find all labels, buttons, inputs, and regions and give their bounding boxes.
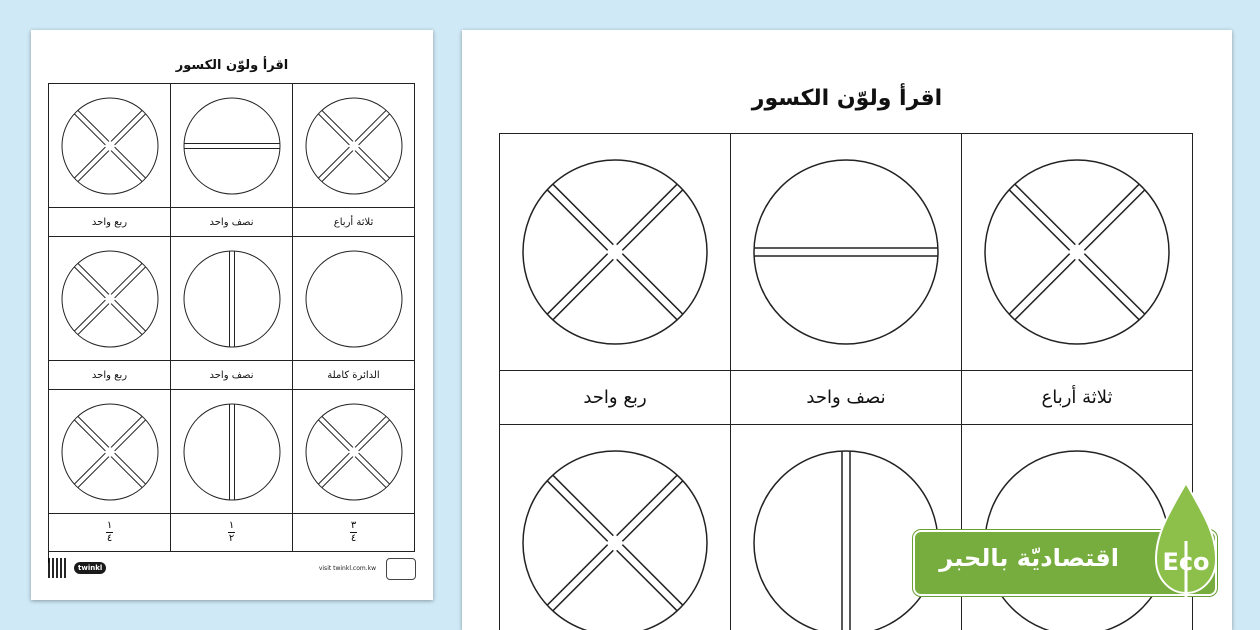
circle-quarters (293, 390, 415, 514)
fraction-grid (48, 83, 415, 563)
circle-quarters (49, 237, 171, 361)
site-url: visit twinkl.com.kw (318, 565, 376, 572)
denominator: ٤ (350, 533, 357, 544)
circle-halves-horizontal (731, 134, 962, 371)
label-whole-circle: الدائرة كاملة (293, 361, 415, 390)
circle-quarters (293, 84, 415, 208)
twinkl-logo: twinkl (74, 562, 106, 574)
numerator: ١ (228, 520, 235, 531)
circle-quarters (500, 134, 731, 371)
label-one-quarter: ربع واحد (49, 361, 171, 390)
label-one-quarter: ربع واحد (500, 371, 731, 425)
numerator: ١ (106, 520, 113, 531)
circle-quarters (962, 134, 1193, 371)
circle-halves-vertical (731, 425, 962, 630)
circle-halves-vertical (171, 237, 293, 361)
label-three-quarters: ثلاثة أرباع (293, 208, 415, 237)
circle-halves-horizontal (171, 84, 293, 208)
numerator: ٣ (350, 520, 357, 531)
fraction-three-quarters (293, 514, 415, 552)
fraction-one-half (171, 514, 293, 552)
circle-quarters (49, 84, 171, 208)
eco-leaf-icon (1150, 481, 1222, 611)
circle-quarters (500, 425, 731, 630)
circle-whole (293, 237, 415, 361)
thumbnail-worksheet (31, 30, 433, 600)
circle-quarters (49, 390, 171, 514)
worksheet-title: اقرأ ولوّن الكسور (175, 58, 289, 73)
label-three-quarters: ثلاثة أرباع (962, 371, 1193, 425)
label-one-half: نصف واحد (171, 208, 293, 237)
worksheet-footer (48, 558, 416, 580)
twinkl-badge-icon (386, 558, 416, 580)
worksheet-title: اقرأ ولوّن الكسور (751, 86, 943, 111)
label-one-half: نصف واحد (731, 371, 962, 425)
eco-banner-text: اقتصاديّة بالحبر (939, 544, 1119, 572)
label-one-quarter: ربع واحد (49, 208, 171, 237)
circle-halves-vertical (171, 390, 293, 514)
fraction-one-quarter (49, 514, 171, 552)
qr-code-icon (48, 558, 68, 578)
eco-badge-label: Eco (1162, 548, 1210, 576)
label-one-half: نصف واحد (171, 361, 293, 390)
denominator: ٢ (228, 533, 235, 544)
denominator: ٤ (106, 533, 113, 544)
